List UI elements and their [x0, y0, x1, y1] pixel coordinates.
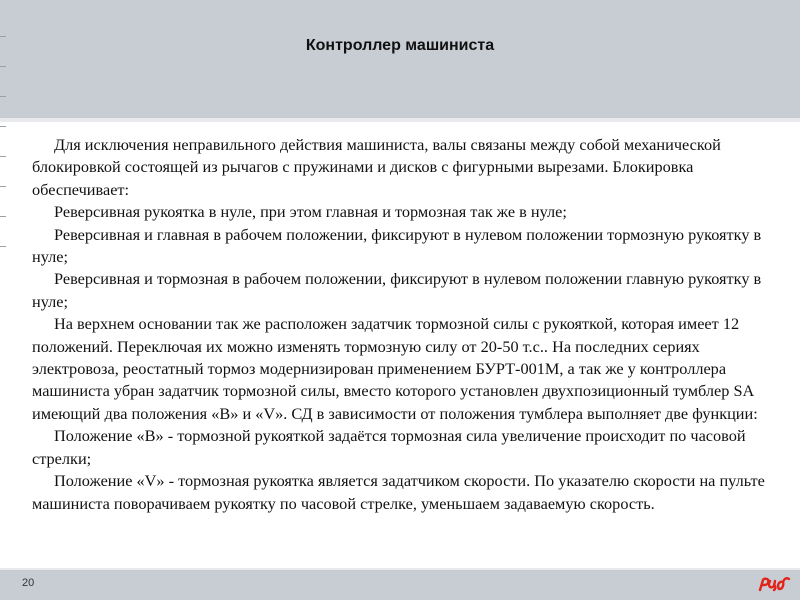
body-paragraph: Реверсивная и главная в рабочем положении, фиксируют в нулевом положении тормозную рукоятку в нуле;	[32, 224, 762, 267]
body-paragraph: Реверсивная рукоятка в нуле, при этом главная и тормозная так же в нуле;	[54, 202, 567, 222]
rzd-logo-icon	[757, 576, 791, 592]
header-divider	[0, 118, 800, 122]
body-paragraph: На верхнем основании так же расположен задатчик тормозной силы с рукояткой, которая имеет 12 положений. Переключая их можно изменять тормозную силу от 20-50 т.с.. На последних сериях электровоза, реостатный тормоз модернизирован применением БУРТ-001М, а так же у контроллера машиниста убран задатчик тормозной силы, вместо которого установлен двухпозиционный тумблер SA имеющий два положения «В» и «V». СД в зависимости от положения тумблера выполняет две функции:	[32, 314, 758, 423]
body-paragraph: Положение «V» - тормозная рукоятка является задатчиком скорости. По указателю скорости на пульте машиниста поворачиваем рукоятку по часовой стрелке, уменьшаем задаваемую скорость.	[32, 471, 765, 513]
slide-body	[32, 134, 772, 515]
body-paragraph: Реверсивная и тормозная в рабочем положении, фиксируют в нулевом положении главную рукоятку в нуле;	[32, 269, 762, 311]
slide-header	[0, 0, 800, 118]
body-paragraph: Для исключения неправильного действия машиниста, валы связаны между собой механической блокировкой состоящей из рычагов с пружинами и дисков с фигурными вырезами. Блокировка обеспечивает:	[32, 135, 721, 199]
slide-footer	[0, 570, 800, 600]
body-paragraph: Положение «В» - тормозной рукояткой задаётся тормозная сила увеличение происходит по часовой стрелки;	[32, 426, 746, 468]
slide-title: Контроллер машиниста	[305, 37, 495, 54]
page-number: 20	[22, 577, 35, 589]
